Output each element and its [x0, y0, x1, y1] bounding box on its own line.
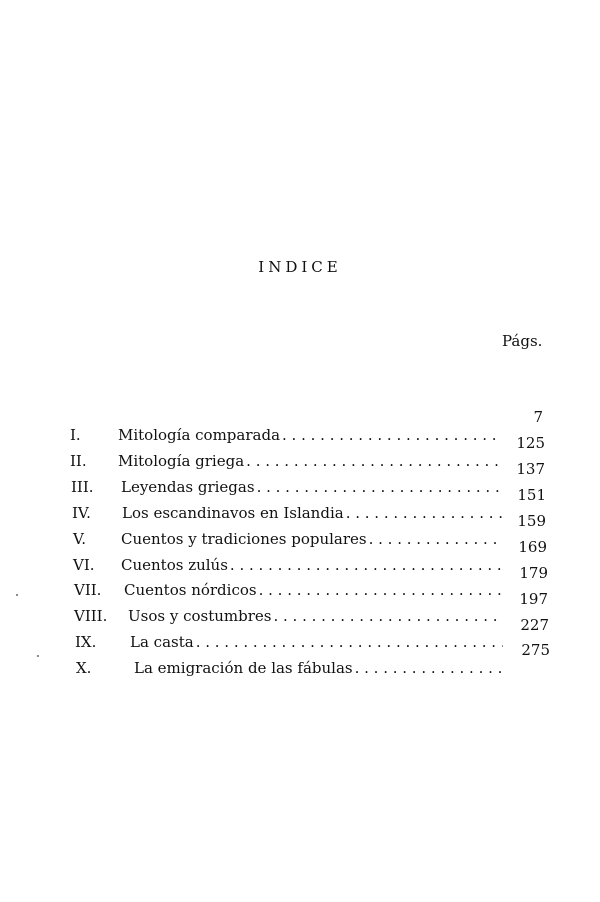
toc-row: [72, 501, 502, 525]
chapter-title: Cuentos zulús: [121, 556, 228, 574]
dot-leader: [271, 604, 502, 628]
dot-leader: [255, 475, 501, 499]
toc-row: [75, 630, 503, 654]
chapter-numeral: IX.: [75, 633, 97, 651]
chapter-numeral: II.: [70, 452, 87, 470]
toc-entry: [121, 527, 501, 551]
toc-row: [76, 656, 504, 680]
page-number: 159: [517, 512, 546, 530]
chapter-title: Los escandinavos en Islandia: [122, 504, 344, 522]
chapter-numeral: X.: [76, 659, 92, 677]
page-number: 137: [516, 460, 545, 478]
page-number: 125: [516, 434, 545, 452]
page-number: 227: [520, 616, 549, 634]
chapter-title: Cuentos y tradiciones populares: [121, 530, 367, 548]
toc-entry: [122, 501, 502, 525]
chapter-numeral: VII.: [74, 581, 102, 599]
dot-leader: [353, 656, 504, 680]
chapter-title: Usos y costumbres: [128, 607, 272, 625]
chapter-title: Mitología griega: [118, 452, 245, 470]
chapter-numeral: III.: [71, 478, 94, 496]
dot-leader: [194, 630, 503, 654]
chapter-numeral: VI.: [73, 556, 95, 574]
dot-leader: [367, 527, 501, 551]
toc-row: [73, 527, 501, 551]
toc-entry: [134, 656, 504, 680]
toc-entry: [124, 578, 502, 602]
pages-column-label: Págs.: [502, 332, 543, 350]
chapter-numeral: IV.: [72, 504, 91, 522]
toc-row: [70, 423, 500, 447]
toc-entry: [118, 423, 500, 447]
page-number: 151: [517, 486, 546, 504]
toc-entry: [121, 475, 501, 499]
dot-leader: [244, 449, 500, 473]
toc-row: [74, 604, 502, 628]
toc-entry: [128, 604, 502, 628]
toc-row: [73, 553, 501, 577]
dot-leader: [344, 501, 502, 525]
chapter-numeral: V.: [73, 530, 86, 548]
chapter-title: La emigración de las fábulas: [134, 659, 353, 677]
toc-row: [70, 449, 500, 473]
chapter-numeral: VIII.: [74, 607, 108, 625]
dot-leader: [228, 553, 501, 577]
chapter-title: Mitología comparada: [118, 426, 281, 444]
chapter-title: Leyendas griegas: [121, 478, 255, 496]
dot-leader: [257, 578, 502, 602]
chapter-title: Cuentos nórdicos: [124, 581, 257, 599]
chapter-title: La casta: [130, 633, 194, 651]
page-title: INDICE: [258, 258, 342, 276]
scan-speck: [16, 594, 18, 596]
page-number: 197: [519, 590, 548, 608]
toc-row: [71, 475, 501, 499]
toc-entry: [118, 449, 500, 473]
page-number: 169: [518, 538, 547, 556]
chapter-numeral: I.: [70, 426, 81, 444]
toc-entry: [130, 630, 503, 654]
page-number: 7: [533, 408, 543, 426]
scan-speck: [37, 655, 39, 657]
dot-leader: [280, 423, 500, 447]
page-number: 275: [521, 641, 550, 659]
toc-entry: [121, 553, 501, 577]
page-number: 179: [519, 564, 548, 582]
toc-row: [74, 578, 502, 602]
